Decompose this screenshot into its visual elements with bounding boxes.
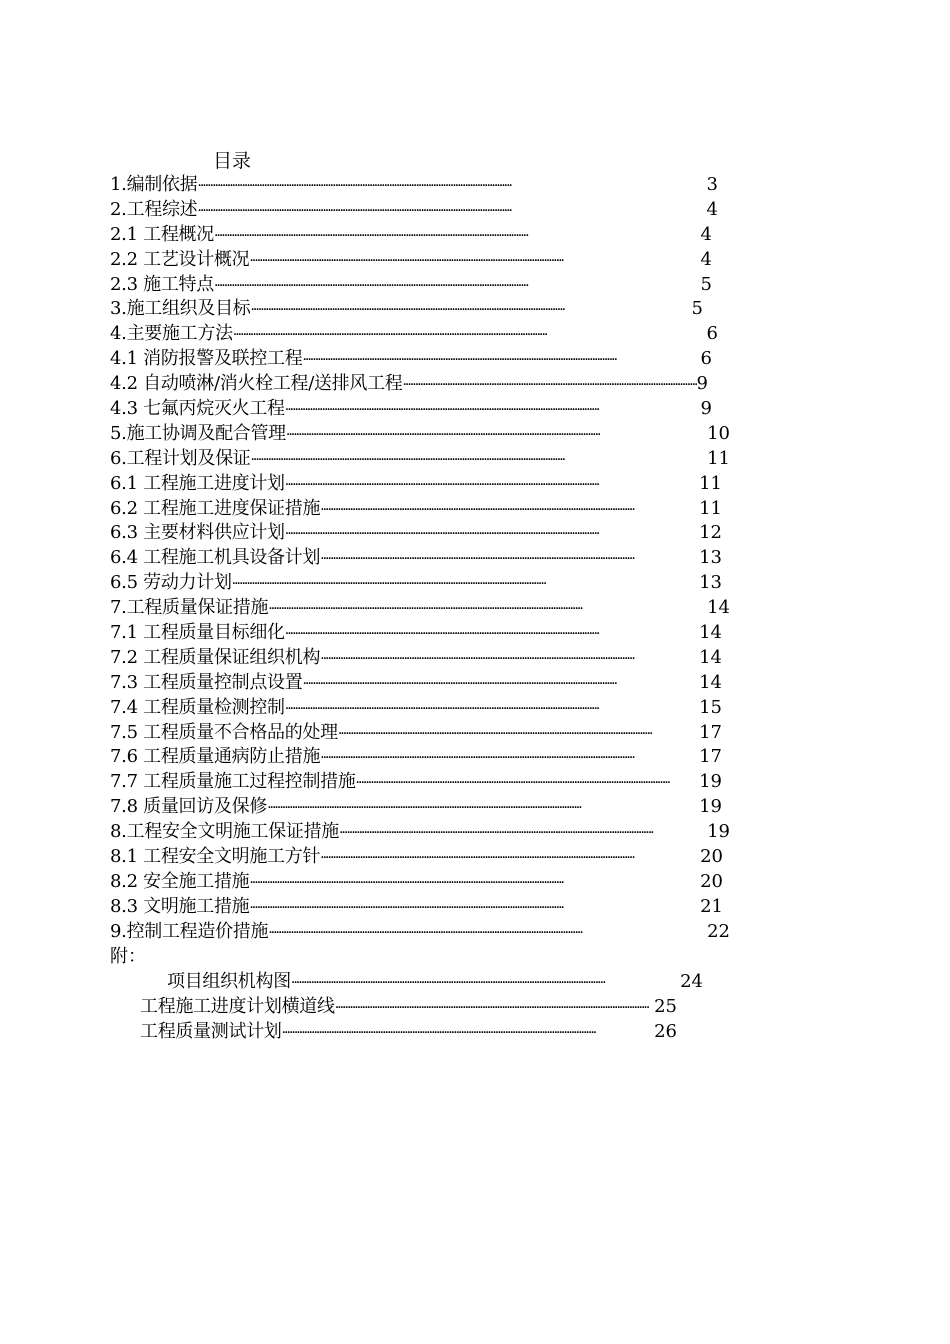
appendix-entry-page-number: 25 — [654, 995, 677, 1017]
toc-entry[interactable] — [110, 248, 712, 273]
dot-leader — [249, 249, 700, 274]
toc-entry-label: 4.2 自动喷淋/消火栓工程/送排风工程 — [110, 373, 403, 395]
toc-entry[interactable] — [110, 795, 722, 820]
dot-leader — [291, 971, 680, 996]
toc-entry-label: 8.2 安全施工措施 — [110, 870, 250, 892]
appendix-entry-page-number: 24 — [680, 971, 703, 992]
toc-entry[interactable] — [110, 596, 730, 621]
dot-leader — [320, 746, 699, 771]
toc-entry-label: 6.3 主要材料供应计划 — [110, 522, 285, 544]
toc-entry-label: 6.1 工程施工进度计划 — [110, 472, 285, 494]
toc-entry-label: 3.施工组织及目标 — [110, 298, 251, 320]
toc-entry[interactable] — [110, 422, 730, 447]
toc-entry-page-number: 9 — [700, 398, 712, 420]
toc-entry-page-number: 11 — [699, 472, 722, 494]
toc-entry-page-number: 9 — [696, 373, 708, 395]
dot-leader — [285, 473, 699, 498]
toc-entry[interactable] — [110, 870, 723, 895]
toc-entry[interactable] — [110, 745, 722, 770]
toc-entry-label: 2.2 工艺设计概况 — [110, 248, 250, 270]
toc-entry-page-number: 21 — [700, 895, 723, 917]
toc-entry-page-number: 6 — [700, 348, 712, 370]
toc-entry-page-number: 11 — [707, 447, 730, 469]
toc-entry[interactable] — [110, 397, 712, 422]
toc-entry-label: 7.3 工程质量控制点设置 — [110, 671, 303, 693]
dot-leader — [402, 373, 696, 398]
toc-entry-page-number: 17 — [699, 746, 722, 768]
toc-entry-page-number: 13 — [699, 572, 722, 594]
toc-entry[interactable] — [110, 372, 708, 397]
toc-entry-label: 2.1 工程概况 — [110, 223, 214, 245]
dot-leader — [214, 224, 701, 249]
toc-entry-label: 8.1 工程安全文明施工方针 — [110, 846, 321, 868]
dot-leader — [339, 821, 707, 846]
toc-entry-page-number: 14 — [699, 671, 722, 693]
dot-leader — [197, 174, 706, 199]
toc-entry[interactable] — [110, 347, 712, 372]
toc-entry-page-number: 5 — [691, 298, 703, 320]
dot-leader — [286, 423, 707, 448]
dot-leader — [335, 996, 654, 1021]
toc-entry-label: 2.工程综述 — [110, 198, 198, 220]
toc-entry[interactable] — [110, 521, 722, 546]
toc-entry-page-number: 19 — [699, 796, 722, 818]
toc-entry-page-number: 14 — [707, 597, 730, 619]
toc-entry[interactable] — [110, 322, 718, 347]
toc-entry-page-number: 20 — [700, 870, 723, 892]
dot-leader — [285, 398, 701, 423]
appendix-entry[interactable] — [140, 1020, 677, 1045]
dot-leader — [197, 199, 706, 224]
appendix-heading: 附： — [110, 946, 146, 967]
dot-leader — [249, 871, 700, 896]
toc-entry-page-number: 15 — [699, 696, 722, 718]
toc-entry-page-number: 5 — [700, 273, 712, 295]
toc-entry[interactable] — [110, 696, 722, 721]
appendix-entry[interactable] — [167, 970, 703, 995]
toc-entry-label: 8.3 文明施工措施 — [110, 895, 250, 917]
dot-leader — [356, 771, 700, 796]
toc-entry-label: 9.控制工程造价措施 — [110, 920, 269, 942]
toc-entry[interactable] — [110, 198, 718, 223]
dot-leader — [302, 348, 700, 373]
toc-entry[interactable] — [110, 820, 730, 845]
toc-entry-label: 7.4 工程质量检测控制 — [110, 696, 285, 718]
toc-entry-label: 1.编制依据 — [110, 174, 198, 195]
toc-entry[interactable] — [110, 297, 703, 322]
dot-leader — [285, 622, 699, 647]
toc-entry-page-number: 20 — [700, 846, 723, 868]
toc-entry-label: 5.施工协调及配合管理 — [110, 422, 286, 444]
toc-entry-page-number: 22 — [707, 920, 730, 942]
toc-entry-page-number: 10 — [707, 422, 730, 444]
toc-entry-page-number: 17 — [699, 721, 722, 743]
toc-entry-page-number: 19 — [707, 821, 730, 843]
dot-leader — [268, 597, 707, 622]
dot-leader — [302, 672, 699, 697]
dot-leader — [285, 522, 699, 547]
toc-entry-page-number: 6 — [706, 323, 718, 345]
dot-leader — [233, 323, 707, 348]
toc-entry-page-number: 14 — [699, 646, 722, 668]
toc-entry[interactable] — [110, 447, 730, 472]
appendix-entry-label: 工程质量测试计划 — [140, 1020, 282, 1042]
dot-leader — [250, 298, 691, 323]
toc-entry-label: 6.工程计划及保证 — [110, 447, 251, 469]
toc-entry-label: 4.主要施工方法 — [110, 323, 233, 345]
dot-leader — [320, 547, 699, 572]
toc-entry-page-number: 11 — [699, 497, 722, 519]
toc-entry[interactable] — [110, 273, 712, 298]
toc-entry-label: 6.5 劳动力计划 — [110, 572, 232, 594]
dot-leader — [267, 796, 699, 821]
toc-list — [110, 173, 730, 945]
toc-entry-label: 4.1 消防报警及联控工程 — [110, 348, 303, 370]
dot-leader — [268, 921, 707, 946]
toc-entry-page-number: 13 — [699, 547, 722, 569]
toc-entry[interactable] — [110, 845, 723, 870]
toc-entry[interactable] — [110, 223, 712, 248]
toc-entry[interactable] — [110, 571, 722, 596]
dot-leader — [214, 274, 701, 299]
dot-leader — [249, 896, 700, 921]
toc-entry-page-number: 19 — [699, 771, 722, 793]
toc-entry-page-number: 3 — [706, 174, 718, 195]
toc-entry[interactable] — [110, 920, 730, 945]
toc-entry-page-number: 4 — [700, 248, 712, 270]
dot-leader — [232, 572, 699, 597]
appendix-entry-page-number: 26 — [654, 1020, 677, 1042]
toc-entry-label: 7.7 工程质量施工过程控制措施 — [110, 771, 356, 793]
toc-entry-page-number: 4 — [700, 223, 712, 245]
dot-leader — [320, 846, 700, 871]
dot-leader — [282, 1021, 654, 1046]
toc-entry[interactable] — [110, 671, 722, 696]
appendix-list — [0, 970, 950, 1045]
toc-entry-label: 7.2 工程质量保证组织机构 — [110, 646, 321, 668]
dot-leader — [320, 647, 699, 672]
toc-entry-label: 7.5 工程质量不合格品的处理 — [110, 721, 338, 743]
toc-entry-page-number: 14 — [699, 622, 722, 644]
appendix-entry-label: 工程施工进度计划横道线 — [140, 995, 335, 1017]
toc-entry-label: 6.4 工程施工机具设备计划 — [110, 547, 321, 569]
toc-entry[interactable] — [110, 472, 722, 497]
toc-entry[interactable] — [110, 497, 722, 522]
toc-entry-label: 6.2 工程施工进度保证措施 — [110, 497, 321, 519]
dot-leader — [250, 448, 707, 473]
toc-entry[interactable] — [110, 721, 722, 746]
toc-title: 目录 — [213, 150, 252, 172]
toc-entry-page-number: 4 — [706, 198, 718, 220]
toc-entry-label: 8.工程安全文明施工保证措施 — [110, 821, 339, 843]
toc-entry-label: 7.6 工程质量通病防止措施 — [110, 746, 321, 768]
toc-entry[interactable] — [110, 770, 722, 795]
toc-entry-label: 7.8 质量回访及保修 — [110, 796, 268, 818]
dot-leader — [320, 498, 699, 523]
appendix-entry[interactable] — [140, 995, 677, 1020]
appendix-entry-label: 项目组织机构图 — [167, 971, 291, 992]
toc-entry-page-number: 12 — [699, 522, 722, 544]
toc-entry-label: 7.工程质量保证措施 — [110, 597, 269, 619]
dot-leader — [285, 697, 699, 722]
toc-entry[interactable] — [110, 621, 722, 646]
toc-entry-label: 4.3 七氟丙烷灭火工程 — [110, 398, 285, 420]
toc-entry-label: 2.3 施工特点 — [110, 273, 214, 295]
toc-entry-label: 7.1 工程质量目标细化 — [110, 622, 285, 644]
toc-entry[interactable] — [110, 546, 722, 571]
toc-entry[interactable] — [110, 646, 722, 671]
toc-entry[interactable] — [110, 173, 718, 198]
dot-leader — [338, 722, 699, 747]
toc-entry[interactable] — [110, 895, 723, 920]
